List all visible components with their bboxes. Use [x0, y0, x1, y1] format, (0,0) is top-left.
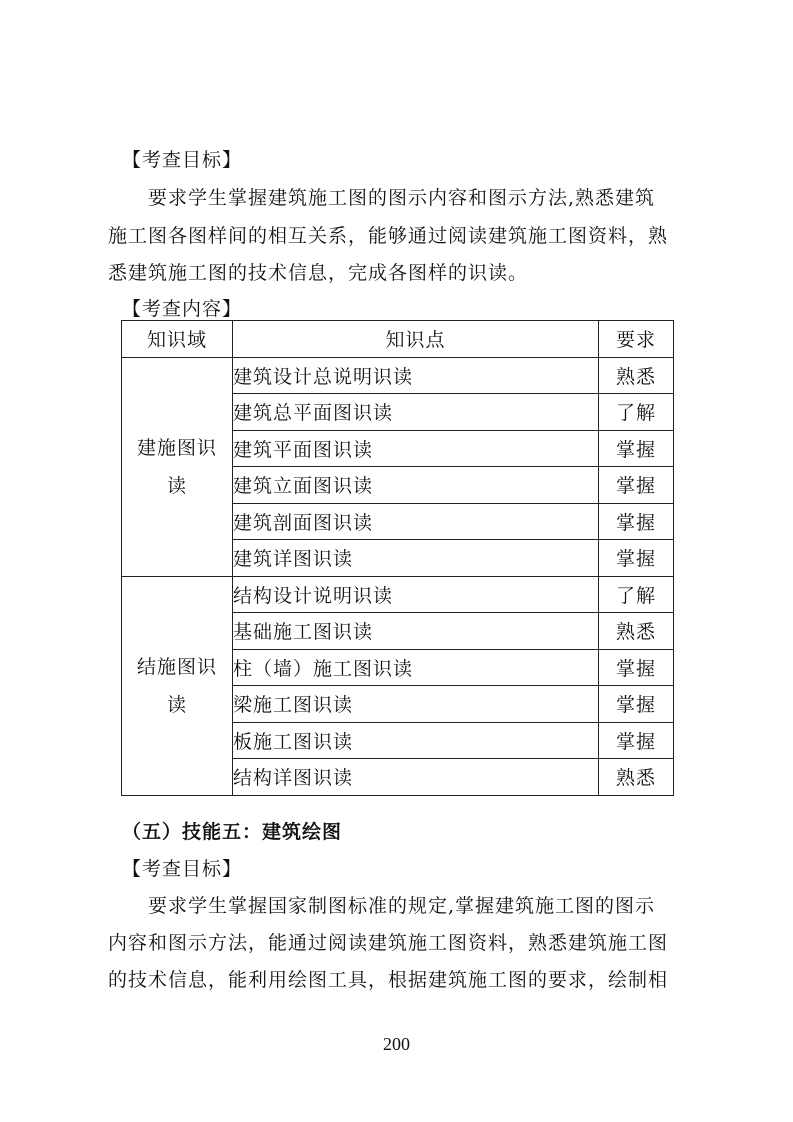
knowledge-point: 建筑详图识读: [233, 540, 599, 577]
domain-cell: [122, 357, 233, 576]
requirement: 熟悉: [599, 613, 674, 650]
requirement: 掌握: [599, 540, 674, 577]
knowledge-point: 柱（墙）施工图识读: [233, 649, 599, 686]
requirement: 了解: [599, 576, 674, 613]
table-row: [122, 357, 674, 394]
header-requirement: 要求: [599, 321, 674, 358]
table-header-row: [122, 321, 674, 358]
requirement: 掌握: [599, 722, 674, 759]
header-point: 知识点: [233, 321, 599, 358]
knowledge-point: 板施工图识读: [233, 722, 599, 759]
requirement: 掌握: [599, 649, 674, 686]
domain-label-line: 结施图识: [136, 655, 217, 678]
domain-label-line: 读: [166, 693, 187, 716]
requirement: 了解: [599, 394, 674, 431]
requirement: 掌握: [599, 503, 674, 540]
goal-heading-2: 【考查目标】: [122, 858, 243, 880]
domain-cell: [122, 576, 233, 795]
goal-paragraph-1-line-2: 施工图各图样间的相互关系，能够通过阅读建筑施工图资料，熟: [108, 225, 669, 247]
content-heading: 【考查内容】: [122, 298, 243, 320]
knowledge-point: 建筑设计总说明识读: [233, 357, 599, 394]
goal-paragraph-1-line-1: 要求学生掌握建筑施工图的图示内容和图示方法,熟悉建筑: [148, 187, 656, 209]
skill-heading: （五）技能五：建筑绘图: [122, 821, 343, 843]
requirement: 掌握: [599, 467, 674, 504]
knowledge-point: 梁施工图识读: [233, 686, 599, 723]
domain-label-line: 建施图识: [136, 436, 217, 459]
knowledge-point: 建筑立面图识读: [233, 467, 599, 504]
goal-paragraph-2-line-2: 内容和图示方法，能通过阅读建筑施工图资料，熟悉建筑施工图: [108, 932, 669, 954]
domain-label-line: 读: [166, 474, 187, 497]
knowledge-point: 建筑总平面图识读: [233, 394, 599, 431]
knowledge-table: [121, 320, 674, 796]
goal-paragraph-2-line-1: 要求学生掌握国家制图标准的规定,掌握建筑施工图的图示: [148, 895, 656, 917]
requirement: 熟悉: [599, 357, 674, 394]
goal-heading-1: 【考查目标】: [122, 149, 243, 171]
knowledge-point: 建筑剖面图识读: [233, 503, 599, 540]
knowledge-point: 结构详图识读: [233, 759, 599, 796]
goal-paragraph-2-line-3: 的技术信息，能利用绘图工具，根据建筑施工图的要求，绘制相: [108, 969, 669, 991]
knowledge-point: 建筑平面图识读: [233, 430, 599, 467]
table-row: [122, 576, 674, 613]
page-number: 200: [383, 1034, 410, 1054]
goal-paragraph-1-line-3: 悉建筑施工图的技术信息，完成各图样的识读。: [108, 262, 529, 284]
header-domain: 知识域: [122, 321, 233, 358]
knowledge-point: 基础施工图识读: [233, 613, 599, 650]
requirement: 熟悉: [599, 759, 674, 796]
requirement: 掌握: [599, 686, 674, 723]
knowledge-point: 结构设计说明识读: [233, 576, 599, 613]
requirement: 掌握: [599, 430, 674, 467]
